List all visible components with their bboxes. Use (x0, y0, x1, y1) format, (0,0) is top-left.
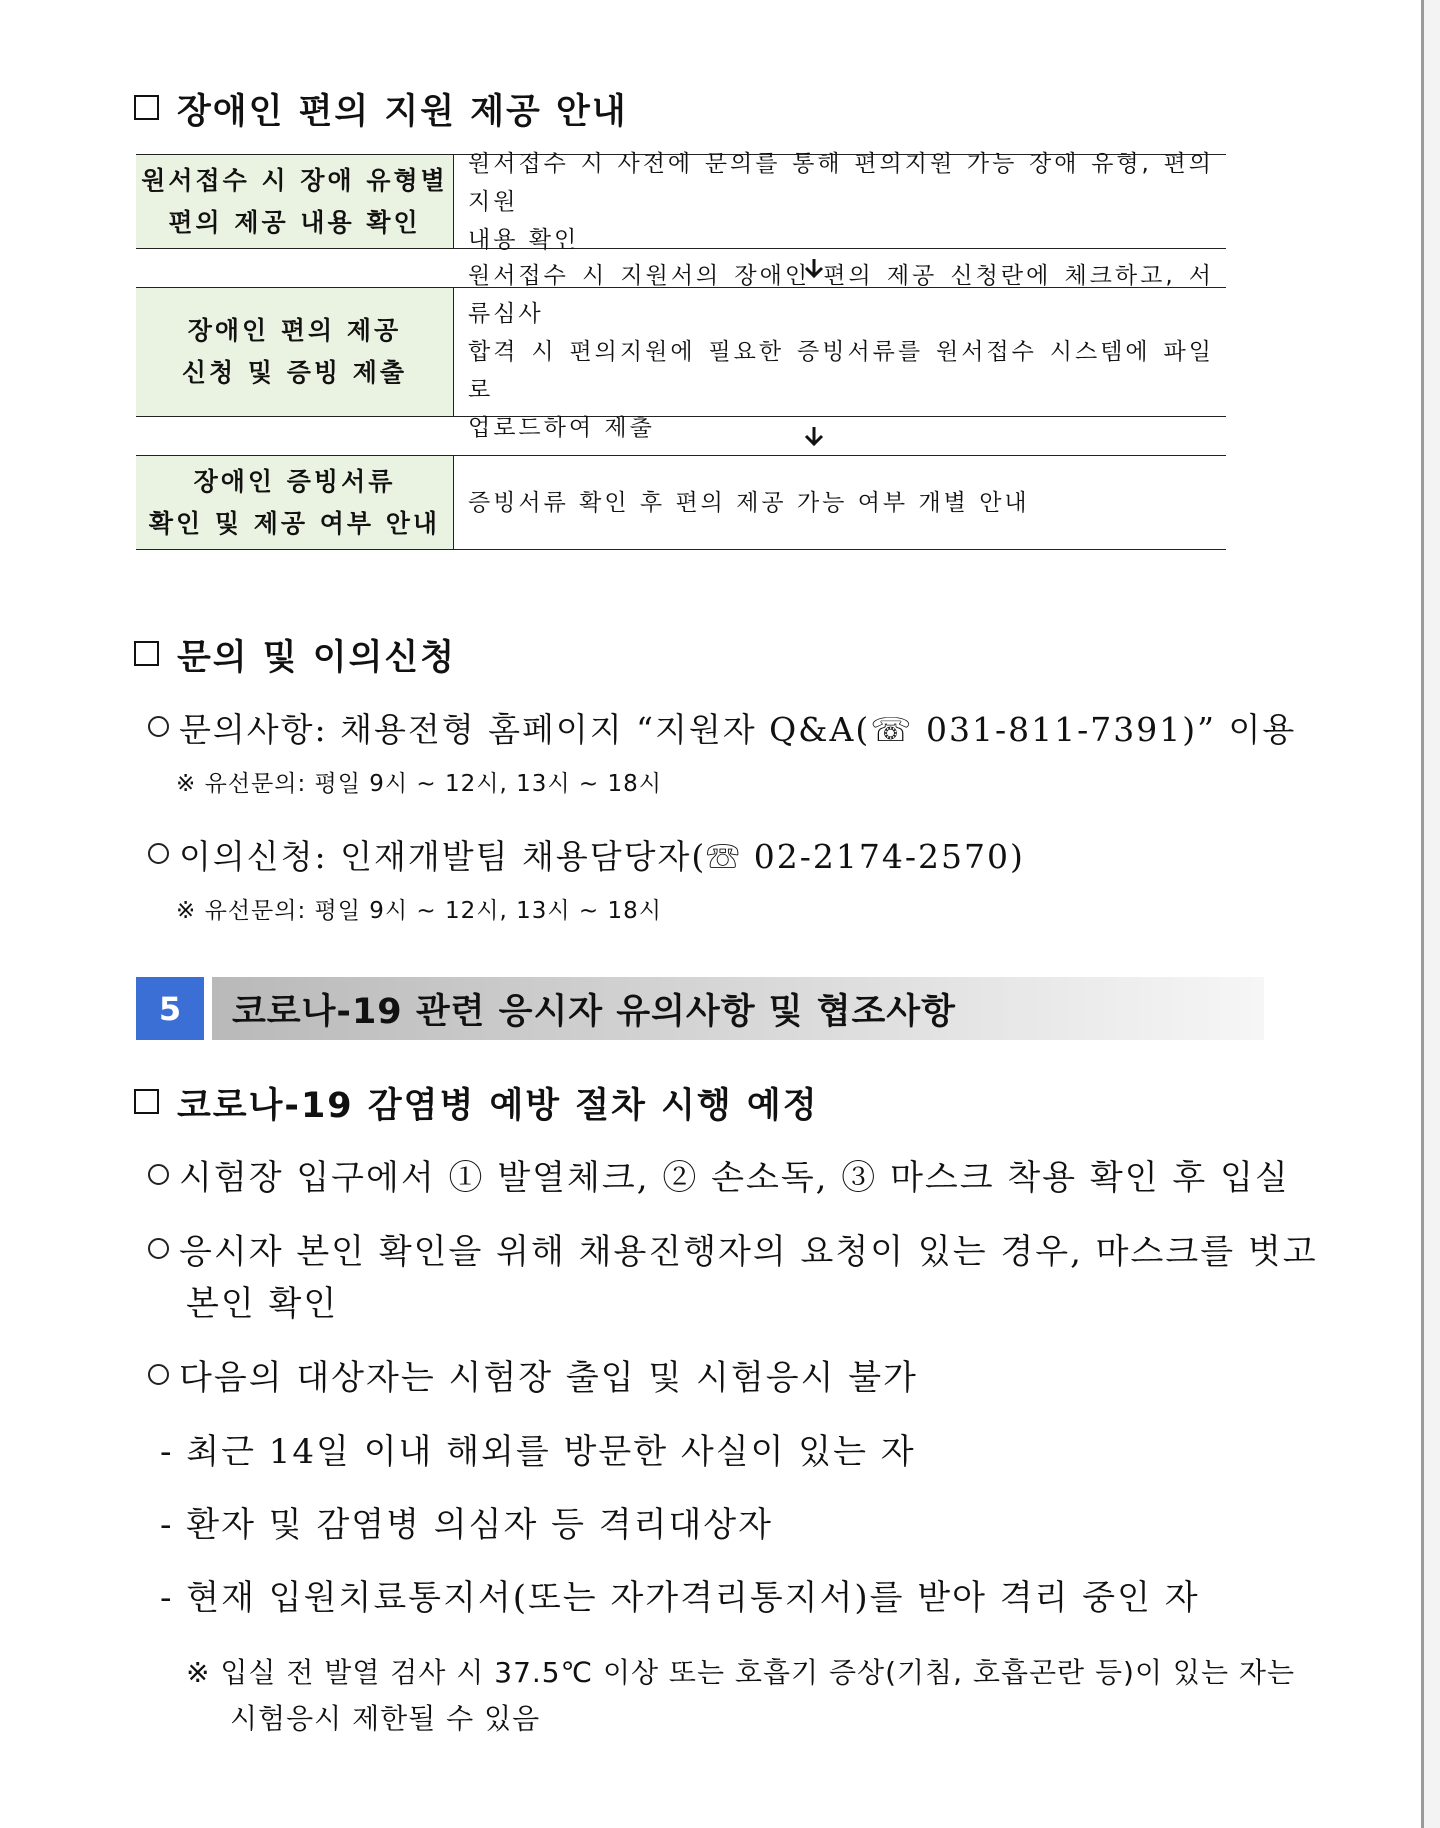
circle-bullet-icon (148, 1364, 169, 1385)
section-title: 코로나-19 관련 응시자 유의사항 및 협조사항 (212, 977, 1264, 1040)
covid-dash-item: - 환자 및 감염병 의심자 등 격리대상자 (160, 1505, 773, 1545)
flow-content: 증빙서류 확인 후 편의 제공 가능 여부 개별 안내 (468, 489, 1030, 516)
dash-marker: - (160, 1578, 187, 1618)
covid-footnote-continued: 시험응시 제한될 수 있음 (230, 1702, 541, 1735)
checkbox-square-icon (134, 95, 159, 120)
flow-label: 장애인 증빙서류 확인 및 제공 여부 안내 (136, 456, 454, 549)
flow-row (136, 150, 1226, 253)
page-margin (1424, 0, 1440, 1828)
covid-bullet: 응시자 본인 확인을 위해 채용진행자의 요청이 있는 경우, 마스크를 벗고 (148, 1232, 1318, 1273)
flow-content: 원서접수 시 사전에 문의를 통해 편의지원 가능 장애 유형, 편의지원 내용 확인 (468, 150, 1214, 253)
covid-bullet: 시험장 입구에서 ① 발열체크, ② 손소독, ③ 마스크 착용 확인 후 입실 (148, 1158, 1290, 1199)
flow-content: 원서접수 시 지원서의 장애인 편의 제공 신청란에 체크하고, 서류심사 합격 시 편의지원에 필요한 증빙서류를 원서접수 시스템에 파일로 업로드하여 제출 (468, 263, 1214, 441)
inquiry-item: 이의신청: 인재개발팀 채용담당자(☏ 02-2174-2570) (148, 837, 1025, 877)
inquiry-item: 문의사항: 채용전형 홈페이지 “지원자 Q&A(☏ 031-811-7391)” 이용 (148, 710, 1296, 750)
covid-bullet: 다음의 대상자는 시험장 출입 및 시험응시 불가 (148, 1358, 918, 1399)
flow-label: 장애인 편의 제공 신청 및 증빙 제출 (136, 288, 454, 416)
dash-marker: - (160, 1432, 187, 1472)
circle-bullet-icon (148, 1238, 169, 1259)
flow-label: 원서접수 시 장애 유형별 편의 제공 내용 확인 (136, 155, 454, 248)
inquiry-heading: 문의 및 이의신청 (134, 641, 456, 676)
covid-dash-item: - 최근 14일 이내 해외를 방문한 사실이 있는 자 (160, 1432, 916, 1472)
section-number: 5 (136, 977, 204, 1040)
covid-bullet-continued: 본인 확인 (186, 1284, 339, 1324)
flow-row (136, 263, 1226, 441)
inquiry-note: ※ 유선문의: 평일 9시 ~ 12시, 13시 ~ 18시 (176, 898, 662, 924)
circle-bullet-icon (148, 843, 169, 864)
covid-dash-item: - 현재 입원치료통지서(또는 자가격리통지서)를 받아 격리 중인 자 (160, 1578, 1200, 1618)
flow-row (136, 455, 1226, 550)
disability-flow-table (136, 150, 1226, 550)
arrow-down-icon (803, 425, 825, 447)
covid-footnote: ※ 입실 전 발열 검사 시 37.5℃ 이상 또는 호흡기 증상(기침, 호흡곤란 등)이 있는 자는 (186, 1656, 1295, 1689)
circle-bullet-icon (148, 716, 169, 737)
disability-heading: 장애인 편의 지원 제공 안내 (134, 95, 628, 130)
section-header (136, 977, 1264, 1040)
covid-heading: 코로나-19 감염병 예방 절차 시행 예정 (134, 1089, 819, 1124)
inquiry-note: ※ 유선문의: 평일 9시 ~ 12시, 13시 ~ 18시 (176, 771, 662, 797)
circle-bullet-icon (148, 1164, 169, 1185)
checkbox-square-icon (134, 1089, 159, 1114)
checkbox-square-icon (134, 641, 159, 666)
dash-marker: - (160, 1505, 187, 1545)
